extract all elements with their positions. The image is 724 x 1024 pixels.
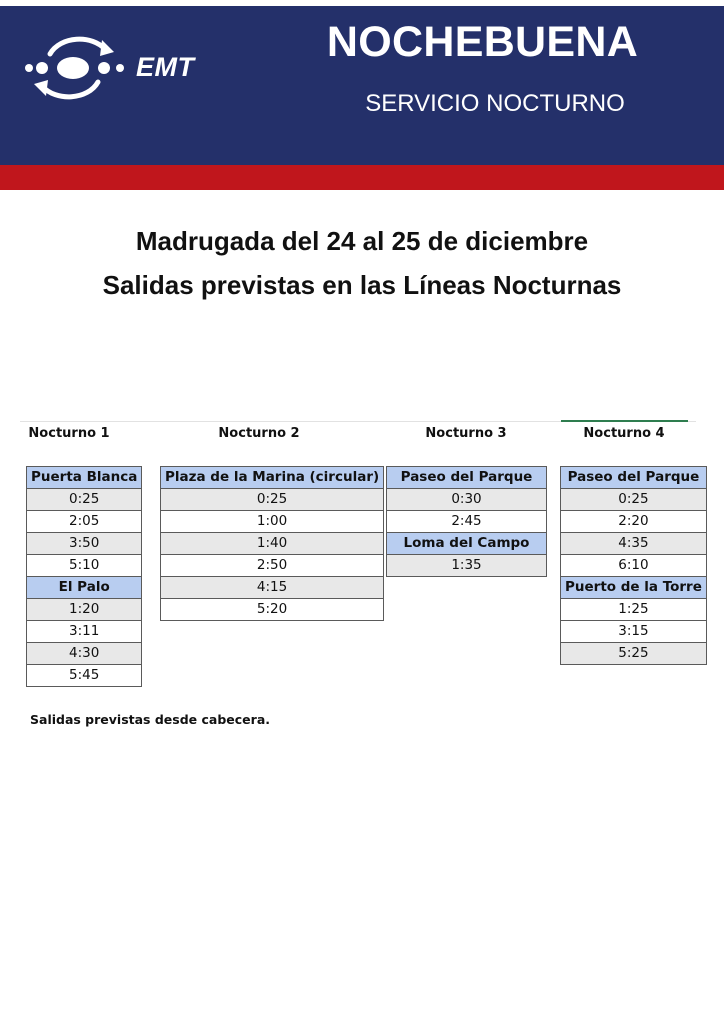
stop-header: Plaza de la Marina (circular) xyxy=(161,467,384,489)
departure-time: 5:25 xyxy=(561,643,707,665)
schedule-table-nocturno-4 xyxy=(560,466,707,665)
stop-header: El Palo xyxy=(27,577,142,599)
departure-time: 1:35 xyxy=(387,555,547,577)
red-stripe xyxy=(0,165,724,190)
stop-header: Paseo del Parque xyxy=(387,467,547,489)
sheet-selection-rule xyxy=(561,420,688,422)
schedule-table-nocturno-3 xyxy=(386,466,547,577)
departure-time: 2:20 xyxy=(561,511,707,533)
departure-time: 4:30 xyxy=(27,643,142,665)
departure-time: 0:25 xyxy=(561,489,707,511)
departure-time: 0:25 xyxy=(161,489,384,511)
departure-time: 0:25 xyxy=(27,489,142,511)
departure-time: 2:05 xyxy=(27,511,142,533)
departure-time: 2:45 xyxy=(387,511,547,533)
heading-departures: Salidas previstas en las Líneas Nocturnas xyxy=(102,270,622,300)
departure-time: 5:45 xyxy=(27,665,142,687)
departure-time: 1:25 xyxy=(561,599,707,621)
departure-time: 0:30 xyxy=(387,489,547,511)
departure-time: 1:40 xyxy=(161,533,384,555)
stop-header: Puerto de la Torre xyxy=(561,577,707,599)
header-title: NOCHEBUENA xyxy=(326,18,639,66)
schedule-table-nocturno-2 xyxy=(160,466,384,621)
departure-time: 3:50 xyxy=(27,533,142,555)
line-title-nocturno-4: Nocturno 4 xyxy=(583,426,665,441)
departure-time: 5:20 xyxy=(161,599,384,621)
stop-header: Paseo del Parque xyxy=(561,467,707,489)
stop-header: Puerta Blanca xyxy=(27,467,142,489)
departure-time: 3:11 xyxy=(27,621,142,643)
logo-text: EMT xyxy=(136,52,195,82)
line-title-nocturno-1: Nocturno 1 xyxy=(28,426,110,441)
footnote: Salidas previstas desde cabecera. xyxy=(30,712,270,727)
stop-header: Loma del Campo xyxy=(387,533,547,555)
departure-time: 4:15 xyxy=(161,577,384,599)
departure-time: 4:35 xyxy=(561,533,707,555)
line-title-nocturno-3: Nocturno 3 xyxy=(425,426,507,441)
departure-time: 1:00 xyxy=(161,511,384,533)
header-subtitle: SERVICIO NOCTURNO xyxy=(365,90,625,117)
departure-time: 5:10 xyxy=(27,555,142,577)
heading-date: Madrugada del 24 al 25 de diciembre xyxy=(135,226,589,256)
departure-time: 6:10 xyxy=(561,555,707,577)
departure-time: 2:50 xyxy=(161,555,384,577)
schedule-table-nocturno-1 xyxy=(26,466,142,687)
departure-time: 1:20 xyxy=(27,599,142,621)
departure-time: 3:15 xyxy=(561,621,707,643)
line-title-nocturno-2: Nocturno 2 xyxy=(218,426,300,441)
